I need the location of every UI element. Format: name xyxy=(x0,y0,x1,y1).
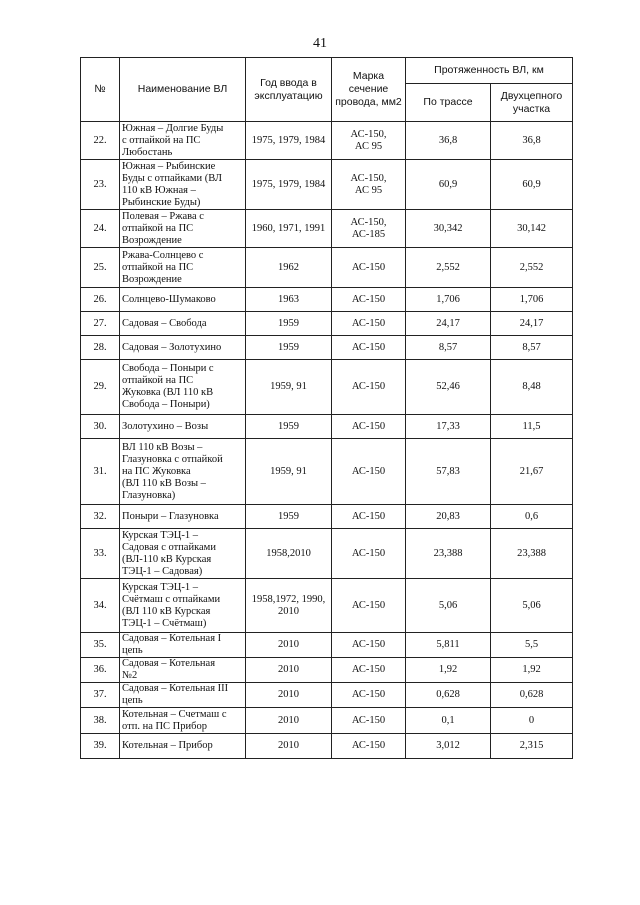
wire-grade-cell: АС-150, АС 95 xyxy=(332,160,406,210)
row-number-cell: 30. xyxy=(81,415,120,439)
row-number-cell: 23. xyxy=(81,160,120,210)
wire-grade-cell: АС-150 xyxy=(332,529,406,579)
table-row xyxy=(81,288,573,312)
wire-grade-cell: АС-150 xyxy=(332,708,406,734)
row-number-cell: 31. xyxy=(81,439,120,505)
commission-year-cell: 1963 xyxy=(246,288,332,312)
header-name: Наименование ВЛ xyxy=(120,58,246,122)
wire-grade-cell: АС-150 xyxy=(332,288,406,312)
line-name-cell: Садовая – Котельная №2 xyxy=(120,658,246,683)
commission-year-cell: 2010 xyxy=(246,683,332,708)
header-length-group: Протяженность ВЛ, км xyxy=(406,58,573,84)
commission-year-cell: 1959, 91 xyxy=(246,360,332,415)
route-length-cell: 24,17 xyxy=(406,312,491,336)
double-circuit-length-cell: 30,142 xyxy=(491,210,573,248)
row-number-cell: 35. xyxy=(81,633,120,658)
table-row xyxy=(81,683,573,708)
line-name-cell: Садовая – Золотухино xyxy=(120,336,246,360)
header-number: № xyxy=(81,58,120,122)
wire-grade-cell: АС-150 xyxy=(332,579,406,633)
table-row xyxy=(81,658,573,683)
commission-year-cell: 1959, 91 xyxy=(246,439,332,505)
route-length-cell: 60,9 xyxy=(406,160,491,210)
route-length-cell: 30,342 xyxy=(406,210,491,248)
commission-year-cell: 1975, 1979, 1984 xyxy=(246,160,332,210)
line-name-cell: Золотухино – Возы xyxy=(120,415,246,439)
route-length-cell: 57,83 xyxy=(406,439,491,505)
row-number-cell: 22. xyxy=(81,122,120,160)
commission-year-cell: 2010 xyxy=(246,708,332,734)
row-number-cell: 28. xyxy=(81,336,120,360)
route-length-cell: 23,388 xyxy=(406,529,491,579)
route-length-cell: 52,46 xyxy=(406,360,491,415)
route-length-cell: 0,1 xyxy=(406,708,491,734)
line-name-cell: Солнцево-Шумаково xyxy=(120,288,246,312)
double-circuit-length-cell: 2,315 xyxy=(491,734,573,759)
commission-year-cell: 2010 xyxy=(246,633,332,658)
row-number-cell: 29. xyxy=(81,360,120,415)
double-circuit-length-cell: 5,5 xyxy=(491,633,573,658)
row-number-cell: 39. xyxy=(81,734,120,759)
commission-year-cell: 1958,1972, 1990, 2010 xyxy=(246,579,332,633)
route-length-cell: 1,706 xyxy=(406,288,491,312)
row-number-cell: 36. xyxy=(81,658,120,683)
line-name-cell: Южная – Долгие Буды с отпайкой на ПС Любостань xyxy=(120,122,246,160)
double-circuit-length-cell: 8,48 xyxy=(491,360,573,415)
header-length-route: По трассе xyxy=(406,84,491,122)
table-body xyxy=(81,122,573,759)
table-row xyxy=(81,360,573,415)
double-circuit-length-cell: 23,388 xyxy=(491,529,573,579)
double-circuit-length-cell: 8,57 xyxy=(491,336,573,360)
route-length-cell: 5,06 xyxy=(406,579,491,633)
table-row xyxy=(81,529,573,579)
wire-grade-cell: АС-150 xyxy=(332,658,406,683)
commission-year-cell: 1958,2010 xyxy=(246,529,332,579)
wire-grade-cell: АС-150 xyxy=(332,734,406,759)
double-circuit-length-cell: 60,9 xyxy=(491,160,573,210)
commission-year-cell: 1959 xyxy=(246,336,332,360)
row-number-cell: 32. xyxy=(81,505,120,529)
header-mark: Марка сечение провода, мм2 xyxy=(332,58,406,122)
page-number: 41 xyxy=(313,36,327,51)
row-number-cell: 24. xyxy=(81,210,120,248)
route-length-cell: 20,83 xyxy=(406,505,491,529)
line-name-cell: Садовая – Котельная I цепь xyxy=(120,633,246,658)
table-row xyxy=(81,336,573,360)
route-length-cell: 5,811 xyxy=(406,633,491,658)
commission-year-cell: 1962 xyxy=(246,248,332,288)
table-row xyxy=(81,579,573,633)
route-length-cell: 3,012 xyxy=(406,734,491,759)
line-name-cell: Курская ТЭЦ-1 – Счётмаш с отпайками (ВЛ 110 кВ Курская ТЭЦ-1 – Счётмаш) xyxy=(120,579,246,633)
wire-grade-cell: АС-150 xyxy=(332,683,406,708)
commission-year-cell: 1959 xyxy=(246,312,332,336)
route-length-cell: 17,33 xyxy=(406,415,491,439)
wire-grade-cell: АС-150, АС-185 xyxy=(332,210,406,248)
double-circuit-length-cell: 0,628 xyxy=(491,683,573,708)
line-name-cell: ВЛ 110 кВ Возы – Глазуновка с отпайкой на ПС Жуковка (ВЛ 110 кВ Возы – Глазуновка) xyxy=(120,439,246,505)
table-row xyxy=(81,210,573,248)
line-name-cell: Поныри – Глазуновка xyxy=(120,505,246,529)
commission-year-cell: 1959 xyxy=(246,505,332,529)
double-circuit-length-cell: 36,8 xyxy=(491,122,573,160)
commission-year-cell: 1975, 1979, 1984 xyxy=(246,122,332,160)
row-number-cell: 26. xyxy=(81,288,120,312)
table-row xyxy=(81,160,573,210)
double-circuit-length-cell: 0 xyxy=(491,708,573,734)
table-row xyxy=(81,248,573,288)
wire-grade-cell: АС-150 xyxy=(332,505,406,529)
line-name-cell: Южная – Рыбинские Буды с отпайками (ВЛ 110 кВ Южная – Рыбинские Буды) xyxy=(120,160,246,210)
row-number-cell: 38. xyxy=(81,708,120,734)
table-row xyxy=(81,708,573,734)
wire-grade-cell: АС-150 xyxy=(332,336,406,360)
line-name-cell: Курская ТЭЦ-1 – Садовая с отпайками (ВЛ-110 кВ Курская ТЭЦ-1 – Садовая) xyxy=(120,529,246,579)
wire-grade-cell: АС-150 xyxy=(332,415,406,439)
table-row xyxy=(81,505,573,529)
double-circuit-length-cell: 0,6 xyxy=(491,505,573,529)
double-circuit-length-cell: 5,06 xyxy=(491,579,573,633)
wire-grade-cell: АС-150 xyxy=(332,633,406,658)
table-row xyxy=(81,439,573,505)
route-length-cell: 0,628 xyxy=(406,683,491,708)
header-year: Год ввода в эксплуатацию xyxy=(246,58,332,122)
commission-year-cell: 2010 xyxy=(246,658,332,683)
row-number-cell: 37. xyxy=(81,683,120,708)
power-lines-table xyxy=(80,57,573,759)
double-circuit-length-cell: 21,67 xyxy=(491,439,573,505)
double-circuit-length-cell: 11,5 xyxy=(491,415,573,439)
table-row xyxy=(81,734,573,759)
table-row xyxy=(81,415,573,439)
row-number-cell: 25. xyxy=(81,248,120,288)
route-length-cell: 1,92 xyxy=(406,658,491,683)
wire-grade-cell: АС-150 xyxy=(332,312,406,336)
line-name-cell: Свобода – Поныри с отпайкой на ПС Жуковка (ВЛ 110 кВ Свобода – Поныри) xyxy=(120,360,246,415)
double-circuit-length-cell: 1,92 xyxy=(491,658,573,683)
commission-year-cell: 2010 xyxy=(246,734,332,759)
wire-grade-cell: АС-150 xyxy=(332,439,406,505)
commission-year-cell: 1959 xyxy=(246,415,332,439)
commission-year-cell: 1960, 1971, 1991 xyxy=(246,210,332,248)
table-row xyxy=(81,633,573,658)
line-name-cell: Садовая – Котельная III цепь xyxy=(120,683,246,708)
table-row xyxy=(81,312,573,336)
row-number-cell: 33. xyxy=(81,529,120,579)
line-name-cell: Котельная – Счетмаш с отп. на ПС Прибор xyxy=(120,708,246,734)
wire-grade-cell: АС-150, АС 95 xyxy=(332,122,406,160)
line-name-cell: Садовая – Свобода xyxy=(120,312,246,336)
route-length-cell: 36,8 xyxy=(406,122,491,160)
row-number-cell: 34. xyxy=(81,579,120,633)
line-name-cell: Полевая – Ржава с отпайкой на ПС Возрождение xyxy=(120,210,246,248)
table-row xyxy=(81,122,573,160)
row-number-cell: 27. xyxy=(81,312,120,336)
route-length-cell: 8,57 xyxy=(406,336,491,360)
wire-grade-cell: АС-150 xyxy=(332,248,406,288)
double-circuit-length-cell: 2,552 xyxy=(491,248,573,288)
line-name-cell: Котельная – Прибор xyxy=(120,734,246,759)
route-length-cell: 2,552 xyxy=(406,248,491,288)
double-circuit-length-cell: 1,706 xyxy=(491,288,573,312)
double-circuit-length-cell: 24,17 xyxy=(491,312,573,336)
header-length-double: Двухцепного участка xyxy=(491,84,573,122)
line-name-cell: Ржава-Солнцево с отпайкой на ПС Возрождение xyxy=(120,248,246,288)
wire-grade-cell: АС-150 xyxy=(332,360,406,415)
